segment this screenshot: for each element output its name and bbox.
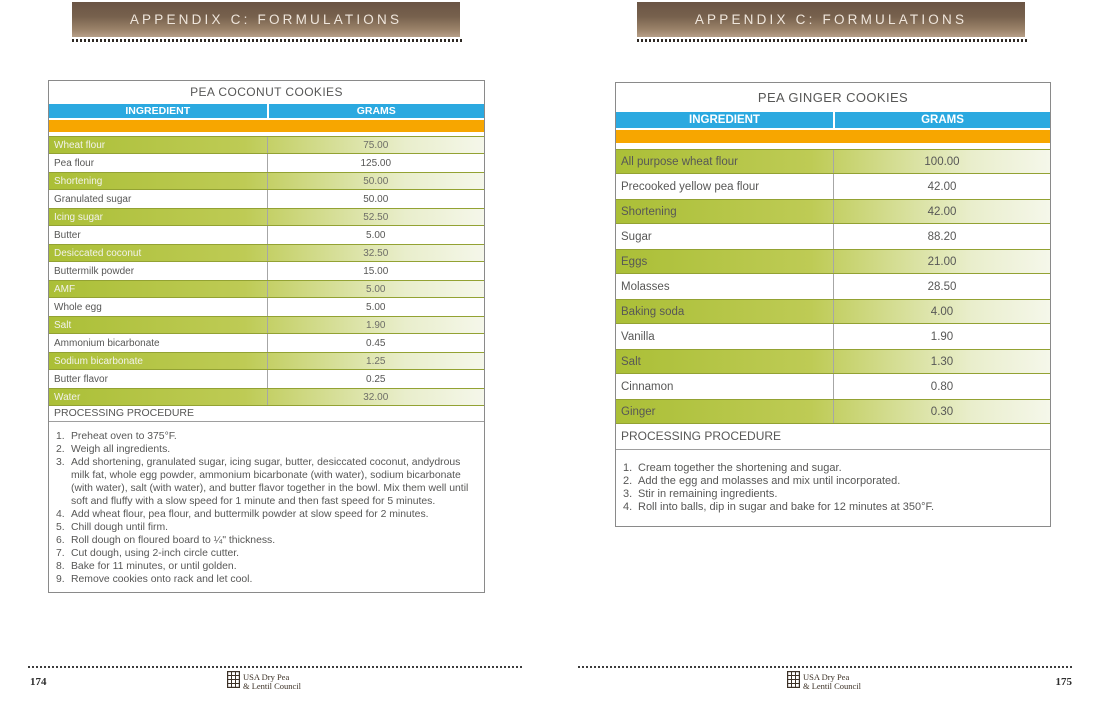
grams-cell: 75.00: [267, 137, 485, 153]
grams-cell: 42.00: [833, 174, 1050, 199]
procedure-step: [54, 456, 477, 508]
step-text: Preheat oven to 375°F.: [71, 431, 177, 442]
column-header-ingredient: INGREDIENT: [689, 114, 760, 126]
step-text: Add shortening, granulated sugar, icing sugar, butter, desiccated coconut, andydrous milk fat, whole egg powder, ammonium bicarbonate (with water), sodium bicarbonate (with water), salt (with water), and butter flavor together in the bowl. Mix them well until soft and fluffy with a slow speed for 1 minute and then fast speed for 5 minutes.: [71, 457, 469, 507]
column-header-ingredient: INGREDIENT: [125, 105, 191, 117]
procedure-step: [54, 573, 477, 586]
table-row: [49, 226, 484, 244]
ingredient-cell: All purpose wheat flour: [621, 155, 738, 168]
logo-line1: USA Dry Pea: [802, 671, 850, 682]
table-title: PEA GINGER COOKIES: [757, 90, 909, 105]
procedure-step: [621, 488, 1044, 501]
step-number: 3.: [623, 488, 633, 500]
table-row: [616, 224, 1050, 249]
step-number: 3.: [56, 457, 65, 468]
ingredient-cell: Whole egg: [54, 301, 102, 313]
ingredient-cell: Vanilla: [621, 330, 655, 343]
ingredient-cell: Cinnamon: [621, 380, 674, 393]
page-number-left: 174: [30, 676, 47, 688]
grams-cell: 100.00: [833, 150, 1050, 173]
grams-cell: 1.90: [267, 317, 485, 333]
ingredient-cell: Pea flour: [54, 157, 95, 169]
logo-text: [803, 673, 861, 692]
grams-cell: 88.20: [833, 224, 1050, 249]
council-seal-icon: [227, 671, 240, 693]
table-row: [49, 298, 484, 316]
grams-cell: 1.25: [267, 353, 485, 369]
procedure-step: [621, 475, 1044, 488]
ingredient-cell: Ginger: [621, 405, 656, 418]
ingredient-cell: Desiccated coconut: [54, 247, 142, 259]
step-number: 1.: [623, 462, 633, 474]
logo-line2: & Lentil Council: [802, 681, 862, 691]
ingredient-cell: Granulated sugar: [54, 193, 132, 205]
footer-dotted-line-right: [578, 666, 1072, 668]
ingredient-cell: Icing sugar: [54, 211, 103, 223]
grams-cell: 52.50: [267, 209, 485, 225]
table-row: [49, 316, 484, 334]
logo-text: [243, 673, 301, 692]
column-header-grams: GRAMS: [267, 104, 485, 118]
grams-cell: 5.00: [267, 298, 485, 316]
procedure-steps: [49, 422, 484, 592]
step-number: 6.: [56, 535, 65, 546]
table-header-row: [49, 104, 484, 118]
ingredient-cell: Salt: [621, 355, 641, 368]
table-title: PEA COCONUT COOKIES: [190, 85, 343, 99]
table-row: [49, 352, 484, 370]
table-row: [616, 299, 1050, 324]
step-text: Weigh all ingredients.: [71, 444, 171, 455]
table-row: [616, 324, 1050, 349]
ingredient-cell: Ammonium bicarbonate: [54, 337, 160, 349]
appendix-banner-right: [637, 2, 1025, 37]
appendix-banner-left: [72, 2, 460, 37]
procedure-steps: [616, 450, 1050, 526]
grams-cell: 50.00: [267, 190, 485, 208]
page-number-right: 175: [1055, 676, 1072, 688]
usa-dry-pea-lentil-council-logo-left: [202, 671, 326, 693]
pea-ginger-cookies-table: [615, 82, 1051, 527]
procedure-step: [621, 462, 1044, 475]
step-text: Chill dough until firm.: [71, 522, 169, 533]
ingredient-cell: Buttermilk powder: [54, 265, 135, 277]
step-number: 2.: [623, 475, 633, 487]
table-row: [49, 244, 484, 262]
ingredient-rows: [616, 149, 1050, 424]
ingredient-cell: Eggs: [621, 255, 648, 268]
grams-cell: 42.00: [833, 200, 1050, 223]
ingredient-cell: Sugar: [621, 230, 652, 243]
table-row: [49, 388, 484, 406]
procedure-step: [54, 547, 477, 560]
step-number: 4.: [623, 501, 633, 513]
table-row: [49, 190, 484, 208]
table-row: [49, 208, 484, 226]
procedure-step: [621, 501, 1044, 514]
table-row: [616, 374, 1050, 399]
procedure-step: [54, 443, 477, 456]
ingredient-cell: Sodium bicarbonate: [54, 355, 143, 367]
step-number: 1.: [56, 431, 65, 442]
table-row: [49, 262, 484, 280]
grams-cell: 0.25: [267, 370, 485, 388]
table-row: [49, 334, 484, 352]
ingredient-cell: Butter: [54, 229, 81, 241]
table-row: [49, 172, 484, 190]
grams-cell: 1.90: [833, 324, 1050, 349]
procedure-step: [54, 534, 477, 547]
ingredient-cell: Precooked yellow pea flour: [621, 180, 760, 193]
usa-dry-pea-lentil-council-logo-right: [762, 671, 886, 693]
grams-cell: 21.00: [833, 250, 1050, 273]
column-header-grams: GRAMS: [833, 112, 1050, 128]
ingredient-cell: Baking soda: [621, 305, 685, 318]
orange-accent-band: [49, 120, 484, 132]
grams-cell: 0.45: [267, 334, 485, 352]
orange-accent-band: [616, 130, 1050, 143]
banner-title: APPENDIX C: FORMULATIONS: [694, 12, 968, 27]
step-number: 8.: [56, 561, 65, 572]
procedure-step: [54, 508, 477, 521]
step-text: Remove cookies onto rack and let cool.: [71, 574, 253, 585]
table-row: [49, 154, 484, 172]
step-number: 9.: [56, 574, 65, 585]
step-text: Cut dough, using 2-inch circle cutter.: [71, 548, 240, 559]
table-row: [616, 149, 1050, 174]
grams-cell: 32.00: [267, 389, 485, 405]
ingredient-cell: Butter flavor: [54, 373, 108, 385]
ingredient-cell: Salt: [54, 319, 72, 331]
grams-cell: 4.00: [833, 300, 1050, 323]
banner-title: APPENDIX C: FORMULATIONS: [129, 12, 403, 27]
ingredient-cell: Water: [54, 391, 81, 403]
ingredient-rows: [49, 136, 484, 406]
procedure-step: [54, 560, 477, 573]
step-text: Bake for 11 minutes, or until golden.: [71, 561, 237, 572]
table-row: [616, 274, 1050, 299]
procedure-step: [54, 430, 477, 443]
procedure-header: PROCESSING PROCEDURE: [49, 406, 484, 422]
footer-dotted-line-left: [28, 666, 522, 668]
table-row: [49, 136, 484, 154]
table-header-row: [616, 112, 1050, 128]
step-number: 5.: [56, 522, 65, 533]
step-number: 7.: [56, 548, 65, 559]
step-text: Roll dough on floured board to ¼" thickness.: [71, 535, 276, 546]
procedure-step: [54, 521, 477, 534]
table-row: [616, 399, 1050, 424]
step-text: Stir in remaining ingredients.: [638, 488, 778, 500]
council-seal-icon: [787, 671, 800, 693]
step-text: Add wheat flour, pea flour, and buttermilk powder at slow speed for 2 minutes.: [71, 509, 429, 520]
grams-cell: 28.50: [833, 274, 1050, 299]
ingredient-cell: Shortening: [621, 205, 677, 218]
ingredient-cell: Molasses: [621, 280, 670, 293]
grams-cell: 5.00: [267, 226, 485, 244]
grams-cell: 1.30: [833, 350, 1050, 373]
logo-line1: USA Dry Pea: [242, 671, 290, 682]
table-row: [49, 280, 484, 298]
step-text: Roll into balls, dip in sugar and bake for 12 minutes at 350°F.: [638, 501, 935, 513]
grams-cell: 15.00: [267, 262, 485, 280]
grams-cell: 0.80: [833, 374, 1050, 399]
table-row: [616, 349, 1050, 374]
grams-cell: 32.50: [267, 245, 485, 261]
table-row: [616, 174, 1050, 199]
logo-line2: & Lentil Council: [242, 681, 302, 691]
table-row: [616, 249, 1050, 274]
ingredient-cell: AMF: [54, 283, 76, 295]
grams-cell: 0.30: [833, 400, 1050, 423]
step-number: 2.: [56, 444, 65, 455]
step-text: Cream together the shortening and sugar.: [638, 462, 842, 474]
grams-cell: 125.00: [267, 154, 485, 172]
pea-coconut-cookies-table: [48, 80, 485, 593]
ingredient-cell: Wheat flour: [54, 139, 106, 151]
table-row: [49, 370, 484, 388]
ingredient-cell: Shortening: [54, 175, 103, 187]
step-number: 4.: [56, 509, 65, 520]
grams-cell: 5.00: [267, 281, 485, 297]
banner-dotted-line-left: [72, 39, 462, 42]
table-row: [616, 199, 1050, 224]
procedure-header: PROCESSING PROCEDURE: [616, 424, 1050, 450]
banner-dotted-line-right: [637, 39, 1027, 42]
step-text: Add the egg and molasses and mix until incorporated.: [638, 475, 901, 487]
grams-cell: 50.00: [267, 173, 485, 189]
